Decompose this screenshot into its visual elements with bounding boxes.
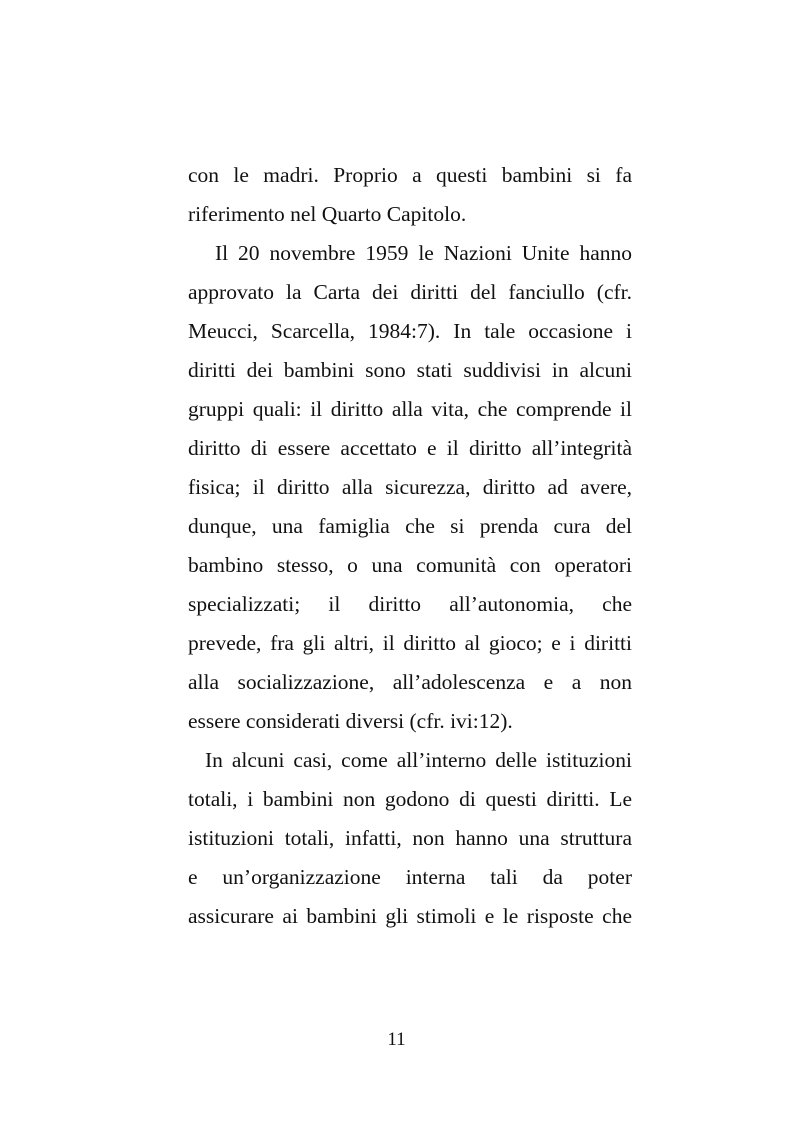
text-line: e un’organizzazione interna tali da poter <box>188 865 632 889</box>
text-line: alla socializzazione, all’adolescenza e a non <box>188 670 632 694</box>
text-line: con le madri. Proprio a questi bambini si fa <box>188 163 632 187</box>
body-text <box>188 156 632 936</box>
text-line: diritto di essere accettato e il diritto all’integrità <box>188 436 632 460</box>
text-line: prevede, fra gli altri, il diritto al gioco; e i diritti <box>188 631 632 655</box>
text-line: gruppi quali: il diritto alla vita, che comprende il <box>188 397 632 421</box>
text-line: assicurare ai bambini gli stimoli e le risposte che <box>188 904 632 928</box>
paragraph-first-line: Il 20 novembre 1959 le Nazioni Unite hanno <box>215 241 632 265</box>
page-number: 11 <box>387 1029 406 1050</box>
text-line: totali, i bambini non godono di questi diritti. Le <box>188 787 632 811</box>
text-line: riferimento nel Quarto Capitolo. <box>188 202 467 226</box>
text-line: Meucci, Scarcella, 1984:7). In tale occasione i <box>188 319 632 343</box>
text-line: dunque, una famiglia che si prenda cura del <box>188 514 632 538</box>
text-line: istituzioni totali, infatti, non hanno una struttura <box>188 826 632 850</box>
text-line: specializzati; il diritto all’autonomia, che <box>188 592 632 616</box>
text-line: approvato la Carta dei diritti del fanciullo (cfr. <box>188 280 632 304</box>
text-line: fisica; il diritto alla sicurezza, diritto ad avere, <box>188 475 632 499</box>
paragraph-first-line: In alcuni casi, come all’interno delle istituzioni <box>205 748 632 772</box>
text-line: essere considerati diversi (cfr. ivi:12). <box>188 709 513 733</box>
text-line: bambino stesso, o una comunità con operatori <box>188 553 632 577</box>
text-line: diritti dei bambini sono stati suddivisi in alcuni <box>188 358 632 382</box>
